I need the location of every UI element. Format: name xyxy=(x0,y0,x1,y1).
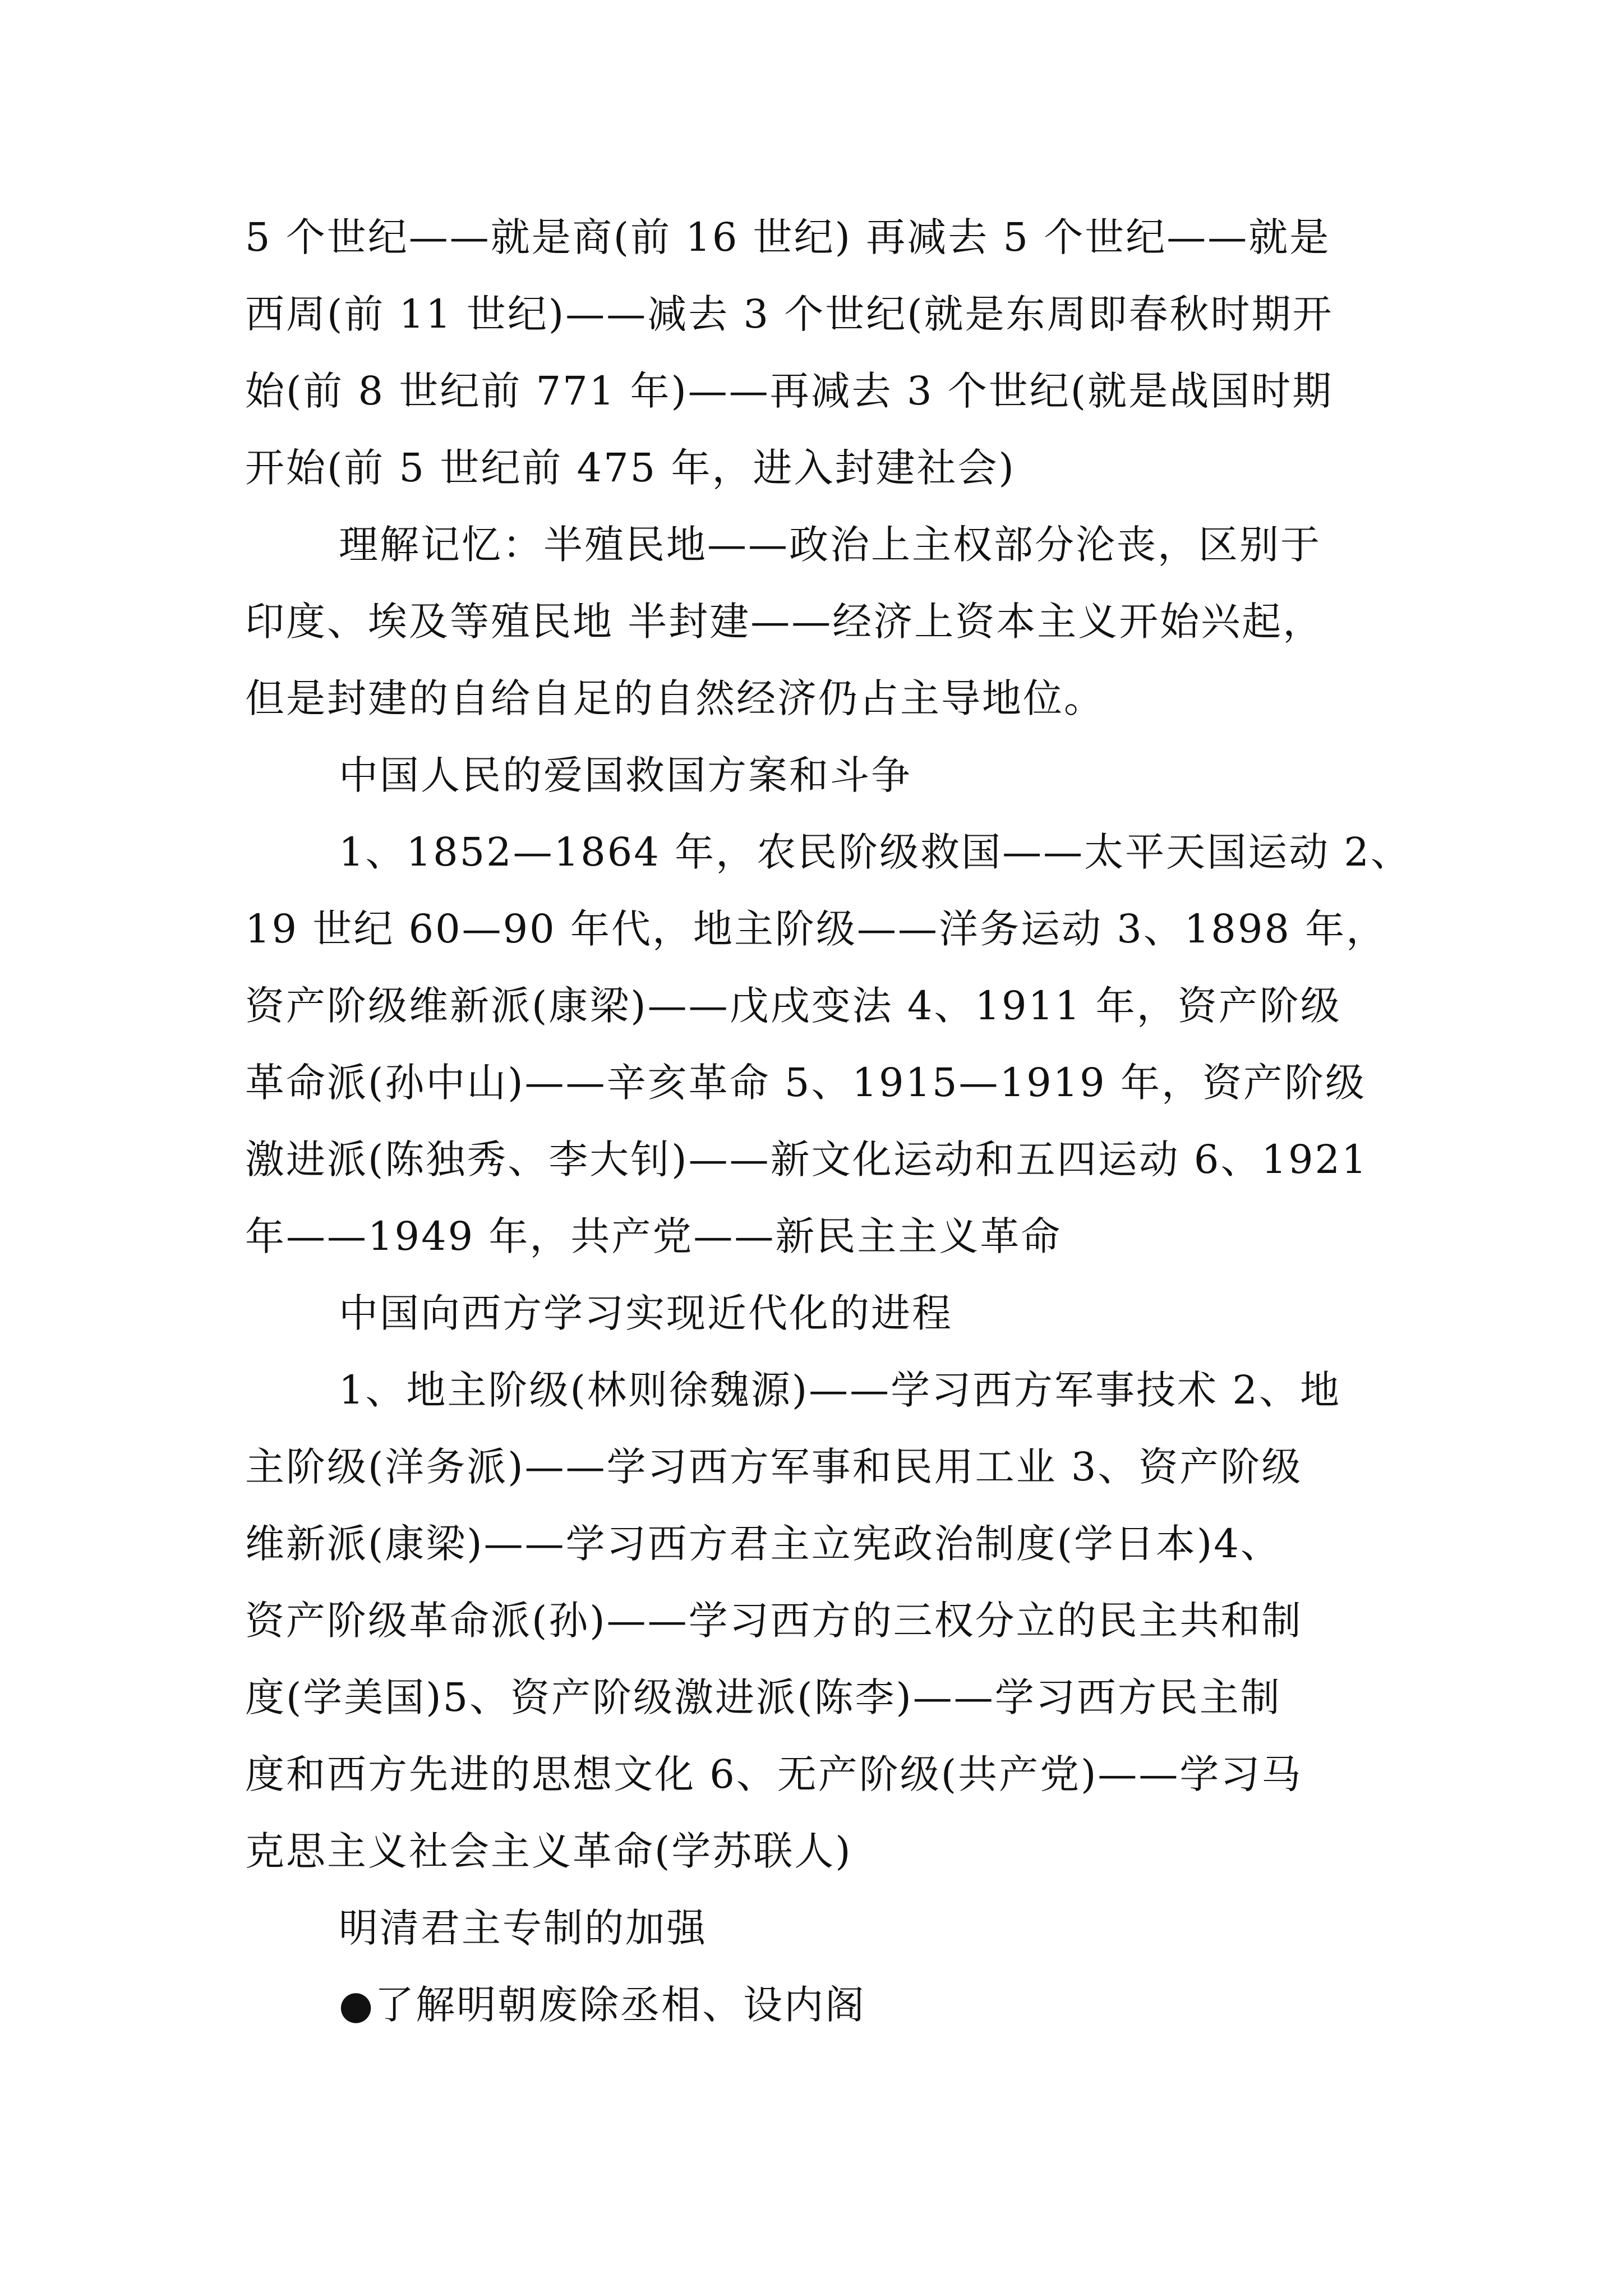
text-line: 维新派(康梁)——学习西方君主立宪政治制度(学日本)4、 xyxy=(245,1521,1281,1567)
text-line: 5 个世纪——就是商(前 16 世纪) 再减去 5 个世纪——就是 xyxy=(245,214,1331,260)
text-line: 度(学美国)5、资产阶级激进派(陈李)——学习西方民主制 xyxy=(245,1674,1281,1720)
text-line: 始(前 8 世纪前 771 年)——再减去 3 个世纪(就是战国时期 xyxy=(245,368,1334,414)
text-line: 印度、埃及等殖民地 半封建——经济上资本主义开始兴起， xyxy=(245,599,1324,645)
text-line: 资产阶级维新派(康梁)——戊戌变法 4、1911 年，资产阶级 xyxy=(245,983,1341,1029)
paragraph-start-line: 理解记忆：半殖民地——政治上主权部分沦丧，区别于 xyxy=(339,522,1321,568)
text-line: 主阶级(洋务派)——学习西方军事和民用工业 3、资产阶级 xyxy=(245,1444,1303,1490)
paragraph-start-line: 1、1852—1864 年，农民阶级救国——太平天国运动 2、 xyxy=(339,829,1412,875)
text-line: 资产阶级革命派(孙)——学习西方的三权分立的民主共和制 xyxy=(245,1598,1303,1644)
text-line: 开始(前 5 世纪前 475 年，进入封建社会) xyxy=(245,445,1016,491)
section-heading: 明清君主专制的加强 xyxy=(339,1905,707,1951)
text-line: 激进派(陈独秀、李大钊)——新文化运动和五四运动 6、1921 xyxy=(245,1137,1368,1182)
text-line: 但是封建的自给自足的自然经济仍占主导地位。 xyxy=(245,675,1105,721)
text-line: 19 世纪 60—90 年代，地主阶级——洋务运动 3、1898 年， xyxy=(245,906,1387,952)
bullet-item: ●了解明朝废除丞相、设内阁 xyxy=(339,1982,866,2028)
section-heading: 中国向西方学习实现近代化的进程 xyxy=(339,1290,953,1336)
text-line: 克思主义社会主义革命(学苏联人) xyxy=(245,1828,852,1874)
text-line: 度和西方先进的思想文化 6、无产阶级(共产党)——学习马 xyxy=(245,1751,1303,1797)
text-line: 西周(前 11 世纪)——减去 3 个世纪(就是东周即春秋时期开 xyxy=(245,291,1334,337)
text-line: 革命派(孙中山)——辛亥革命 5、1915—1919 年，资产阶级 xyxy=(245,1060,1366,1106)
section-heading: 中国人民的爱国救国方案和斗争 xyxy=(339,752,912,798)
paragraph-start-line: 1、地主阶级(林则徐魏源)——学习西方军事技术 2、地 xyxy=(339,1367,1341,1413)
text-line: 年——1949 年，共产党——新民主主义革命 xyxy=(245,1213,1062,1259)
